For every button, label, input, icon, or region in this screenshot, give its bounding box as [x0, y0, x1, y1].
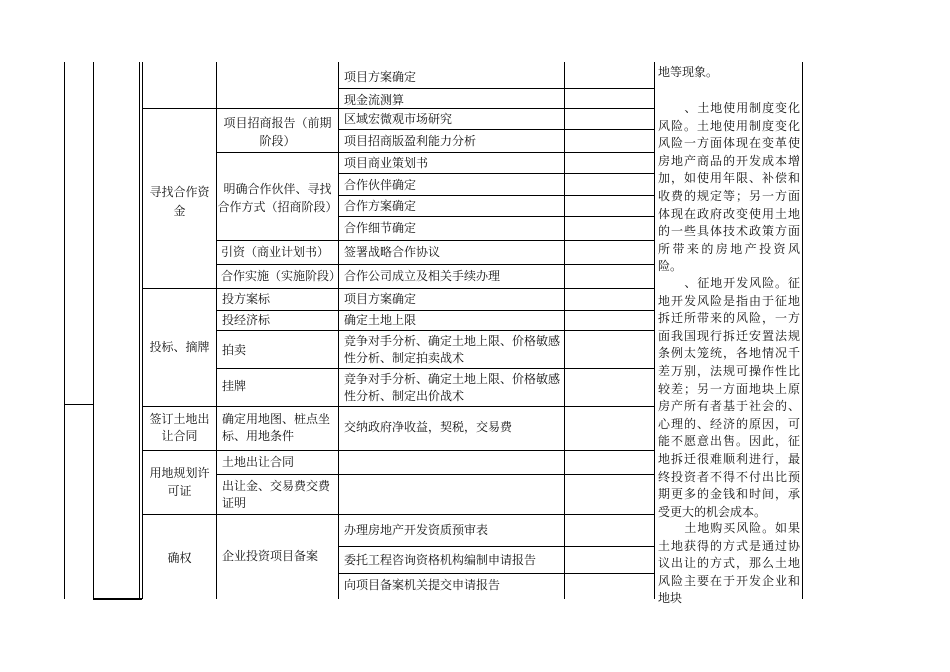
grid-line	[139, 62, 140, 599]
step-label: 明确合作伙伴、寻找 合作方式（招商阶段）	[217, 182, 338, 214]
note-paragraph: 、征地开发风险。征地开发风险是指由于征地拆迁所带来的风险，一方面我国现行拆迁安置法规条例太笼统，各地情况千差万别，法规可操作性比较差；另一方面地块上原房产所有者基于社会的、心理的、经济的原因，可能不愿意出售。因此，征地拆迁很难顺利进行，最终投资者不得不付出比预期更多的金钱和时间，承受更大的机会成本。	[658, 276, 800, 519]
grid-line	[142, 514, 655, 515]
grid-line	[338, 546, 655, 547]
step-label: 出让金、交易费交费 证明	[222, 479, 331, 510]
grid-line	[142, 108, 655, 109]
stage-label: 用地规划许 可证	[149, 466, 210, 498]
grid-line	[64, 62, 65, 599]
step-label: 合作实施（实施阶段）	[221, 269, 342, 283]
grid-line	[338, 173, 655, 174]
grid-line	[142, 450, 655, 451]
task-label: 合作伙伴确定	[344, 178, 417, 192]
step-label: 确定用地图、桩点坐 标、用地条件	[222, 412, 331, 443]
task-label: 签署战略合作协议	[344, 245, 441, 259]
step-label: 拍卖	[222, 343, 247, 357]
task-label: 竞争对手分析、确定土地上限、价格敏感 性分析、制定拍卖战术	[344, 334, 561, 365]
task-label: 合作公司成立及相关手续办理	[344, 269, 501, 283]
task-label: 办理房地产开发资质预审表	[344, 523, 489, 537]
grid-line	[142, 288, 655, 289]
step-label: 投方案标	[222, 292, 271, 306]
step-label: 挂牌	[222, 379, 247, 393]
grid-line	[338, 195, 655, 196]
task-label: 区域宏微观市场研究	[344, 112, 453, 126]
stage-label: 确权	[167, 551, 192, 565]
step-label: 项目招商报告（前期 阶段）	[223, 116, 332, 148]
task-label: 项目方案确定	[344, 70, 417, 84]
grid-line	[216, 310, 655, 311]
task-label: 现金流测算	[344, 93, 405, 107]
grid-line	[338, 129, 655, 130]
grid-line	[216, 264, 655, 265]
stage-label: 签订土地出 让合同	[149, 412, 210, 443]
note-paragraph: 土地购买风险。如果土地获得的方式是通过协议出让的方式，那么土地风险主要在于开发企业和地块	[658, 521, 800, 606]
grid-line	[93, 598, 142, 600]
grid-line	[338, 88, 655, 89]
step-label: 引资（商业计划书）	[221, 245, 330, 259]
task-label: 项目方案确定	[344, 292, 417, 306]
grid-line	[93, 62, 94, 599]
grid-line	[216, 330, 655, 331]
grid-line	[338, 573, 655, 574]
stage-label: 寻找合作资 金	[149, 185, 210, 218]
task-label: 向项目备案机关提交申请报告	[344, 578, 501, 592]
grid-line	[216, 152, 655, 153]
grid-line	[142, 62, 143, 599]
grid-line	[802, 62, 803, 599]
step-label: 企业投资项目备案	[222, 549, 319, 563]
task-label: 委托工程咨询资格机构编制申请报告	[344, 553, 537, 567]
task-label: 合作方案确定	[344, 199, 417, 213]
grid-line	[64, 404, 93, 405]
grid-line	[216, 240, 655, 241]
task-label: 合作细节确定	[344, 221, 417, 235]
grid-line	[142, 406, 655, 407]
note-paragraph: 、土地使用制度变化风险。土地使用制度变化风险一方面体现在变革使房地产商品的开发成本增加，如使用年限、补偿和收费的规定等；另一方面体现在政府改变使用土地的一些具体技术政策方面所带来的房地产投资风险。	[658, 101, 800, 274]
task-label: 交纳政府净收益，契税，交易费	[344, 420, 513, 434]
grid-line	[338, 216, 655, 217]
step-label: 投经济标	[222, 313, 271, 327]
task-label: 项目商业策划书	[344, 156, 429, 170]
task-label: 确定土地上限	[344, 313, 417, 327]
task-label: 项目招商版盈利能力分析	[344, 134, 477, 148]
task-label: 竞争对手分析、确定土地上限、价格敏感 性分析、制定出价战术	[344, 372, 561, 403]
stage-label: 投标、摘牌	[149, 340, 210, 354]
grid-line	[216, 474, 655, 475]
note-paragraph: 地等现象。	[658, 65, 719, 79]
step-label: 土地出让合同	[222, 455, 295, 469]
grid-line	[216, 368, 655, 369]
